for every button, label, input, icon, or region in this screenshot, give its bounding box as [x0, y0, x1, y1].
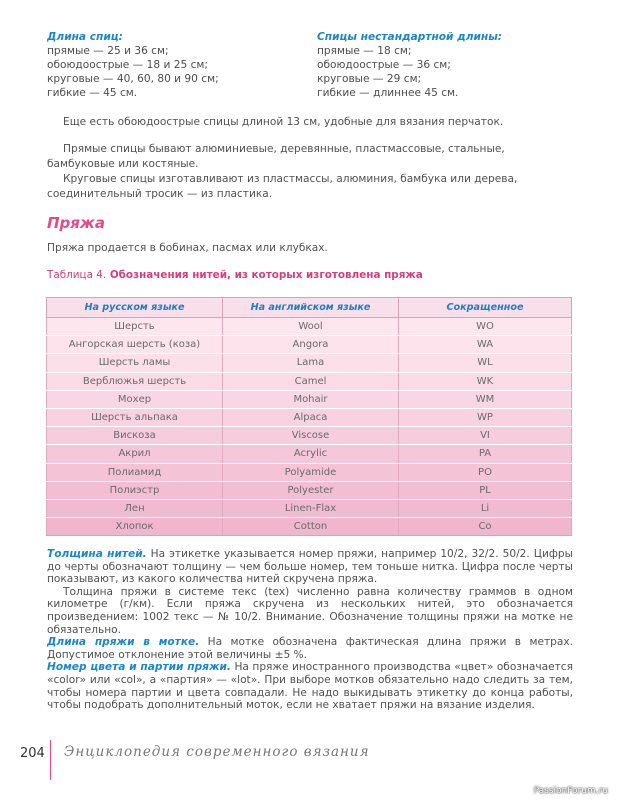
needle-length-line: обоюдоострые — 18 и 25 см; — [47, 59, 208, 71]
cell-russian: Акрил — [47, 445, 223, 463]
cell-english: Angora — [223, 336, 399, 354]
cell-english: Cotton — [223, 518, 399, 536]
table-row — [47, 372, 572, 390]
table-row — [47, 318, 572, 336]
cell-english: Lama — [223, 354, 399, 372]
cell-english: Linen-Flax — [223, 499, 399, 517]
table-body — [47, 318, 572, 536]
cell-abbreviation: VI — [399, 427, 572, 445]
needle-lengths-right — [317, 30, 587, 100]
table-row — [47, 354, 572, 372]
header-russian: На русском языке — [47, 298, 223, 318]
yarn-fibers-table — [46, 297, 572, 536]
cell-english: Wool — [223, 318, 399, 336]
cell-russian: Шерсть ламы — [47, 354, 223, 372]
cell-english: Polyamide — [223, 463, 399, 481]
cell-english: Polyester — [223, 481, 399, 499]
table-row — [47, 518, 572, 536]
table-caption-number: Таблица 4. — [47, 269, 107, 281]
cell-russian: Лен — [47, 499, 223, 517]
cell-russian: Полиэстр — [47, 481, 223, 499]
book-title: Энциклопедия современного вязания — [64, 744, 370, 760]
paragraph: Еще есть обоюдоострые спицы длиной 13 см, удобные для вязания перчаток. — [63, 116, 504, 128]
cell-abbreviation: PO — [399, 463, 572, 481]
table-caption — [47, 269, 423, 281]
section-title: Пряжа — [47, 214, 105, 232]
cell-russian: Шерсть альпака — [47, 408, 223, 426]
cell-english: Camel — [223, 372, 399, 390]
cell-english: Viscose — [223, 427, 399, 445]
needle-lengths — [47, 30, 587, 100]
cell-abbreviation: WK — [399, 372, 572, 390]
cell-abbreviation: WA — [399, 336, 572, 354]
header-abbreviation: Сокращенное — [399, 298, 572, 318]
needle-length-line: гибкие — длиннее 45 см. — [317, 87, 459, 99]
cell-russian: Шерсть — [47, 318, 223, 336]
page-footer — [0, 740, 618, 770]
nonstandard-needles-heading: Спицы нестандартной длины: — [317, 31, 503, 43]
table-row — [47, 445, 572, 463]
yarn-labels-text — [47, 548, 573, 712]
thickness-paragraph — [47, 548, 573, 586]
thickness-term: Толщина нитей. — [47, 548, 147, 560]
table-row — [47, 499, 572, 517]
table-row — [47, 427, 572, 445]
needle-length-line: обоюдоострые — 36 см; — [317, 59, 451, 71]
table-row — [47, 463, 572, 481]
cell-abbreviation: WL — [399, 354, 572, 372]
cell-russian: Верблюжья шерсть — [47, 372, 223, 390]
needle-length-line: круговые — 29 см; — [317, 73, 422, 85]
cell-russian: Вискоза — [47, 427, 223, 445]
length-paragraph — [47, 636, 573, 661]
paragraph: Круговые спицы изготавливают из пластмассы, алюминия, бамбука или дерева, соединительный тросик — из пластика. — [47, 173, 518, 200]
section-intro: Пряжа продается в бобинах, пасмах или клубках. — [47, 242, 328, 254]
table-row — [47, 481, 572, 499]
cell-russian: Полиамид — [47, 463, 223, 481]
cell-abbreviation: Co — [399, 518, 572, 536]
cell-abbreviation: WO — [399, 318, 572, 336]
table-caption-title: Обозначения нитей, из которых изготовлена пряжа — [109, 269, 423, 281]
page-number: 204 — [20, 746, 45, 761]
cell-english: Acrylic — [223, 445, 399, 463]
color-batch-text: На пряже иностранного производства «цвет» обозначается «color» или «col», а «партия» — «lot». При выборе мотков обязательно надо следить за тем, чтобы номера партии и цвета совпадали. Не надо выкидывать этикетку до конца работы, чтобы подобрать дополнительный моток, если не хватает пряжи на вязание изделия. — [47, 661, 573, 712]
needle-lengths-heading: Длина спиц: — [47, 31, 123, 43]
watermark: PassionForum.ru — [533, 786, 608, 796]
cell-abbreviation: WP — [399, 408, 572, 426]
length-term: Длина пряжи в мотке. — [47, 636, 200, 649]
color-batch-term: Номер цвета и партии пряжи. — [47, 661, 231, 674]
table-header-row — [47, 298, 572, 318]
cell-russian: Хлопок — [47, 518, 223, 536]
thickness-text: На этикетке указывается номер пряжи, например 10/2, 32/2. 50/2. Цифры до черты обозначают толщину — чем больше номер, тем тоньше нитка. Цифра после черты показывают, из какого количества нитей скручена пряжа. — [47, 548, 573, 586]
needle-length-line: прямые — 18 см; — [317, 45, 412, 57]
cell-english: Alpaca — [223, 408, 399, 426]
needle-length-line: прямые — 25 и 36 см; — [47, 45, 169, 57]
header-english: На английском языке — [223, 298, 399, 318]
cell-abbreviation: Li — [399, 499, 572, 517]
needle-length-line: круговые — 40, 60, 80 и 90 см; — [47, 73, 219, 85]
color-batch-paragraph — [47, 661, 573, 711]
needle-lengths-left — [47, 30, 317, 100]
table-row — [47, 408, 572, 426]
needle-length-line: гибкие — 45 см. — [47, 87, 138, 99]
cell-abbreviation: PL — [399, 481, 572, 499]
paragraph: Прямые спицы бывают алюминиевые, деревянные, пластмассовые, стальные, бамбуковые или костяные. — [47, 143, 505, 170]
tex-paragraph: Толщина пряжи в системе текс (tex) численно равна количеству граммов в одном километре (г/км). Если пряжа скручена из нескольких нитей, это обозначается произведением: 1002 текс — № 10/2. Внимание. Обозначение толщины пряжи на мотке не обязательно. — [47, 585, 573, 636]
table-row — [47, 336, 572, 354]
length-text: На мотке обозначена фактическая длина пряжи в метрах. Допустимое отклонение этой величины ±5 %. — [47, 636, 573, 661]
footer-divider — [50, 740, 51, 780]
cell-russian: Ангорская шерсть (коза) — [47, 336, 223, 354]
cell-russian: Мохер — [47, 390, 223, 408]
cell-abbreviation: WM — [399, 390, 572, 408]
table-row — [47, 390, 572, 408]
cell-english: Mohair — [223, 390, 399, 408]
cell-abbreviation: PA — [399, 445, 572, 463]
